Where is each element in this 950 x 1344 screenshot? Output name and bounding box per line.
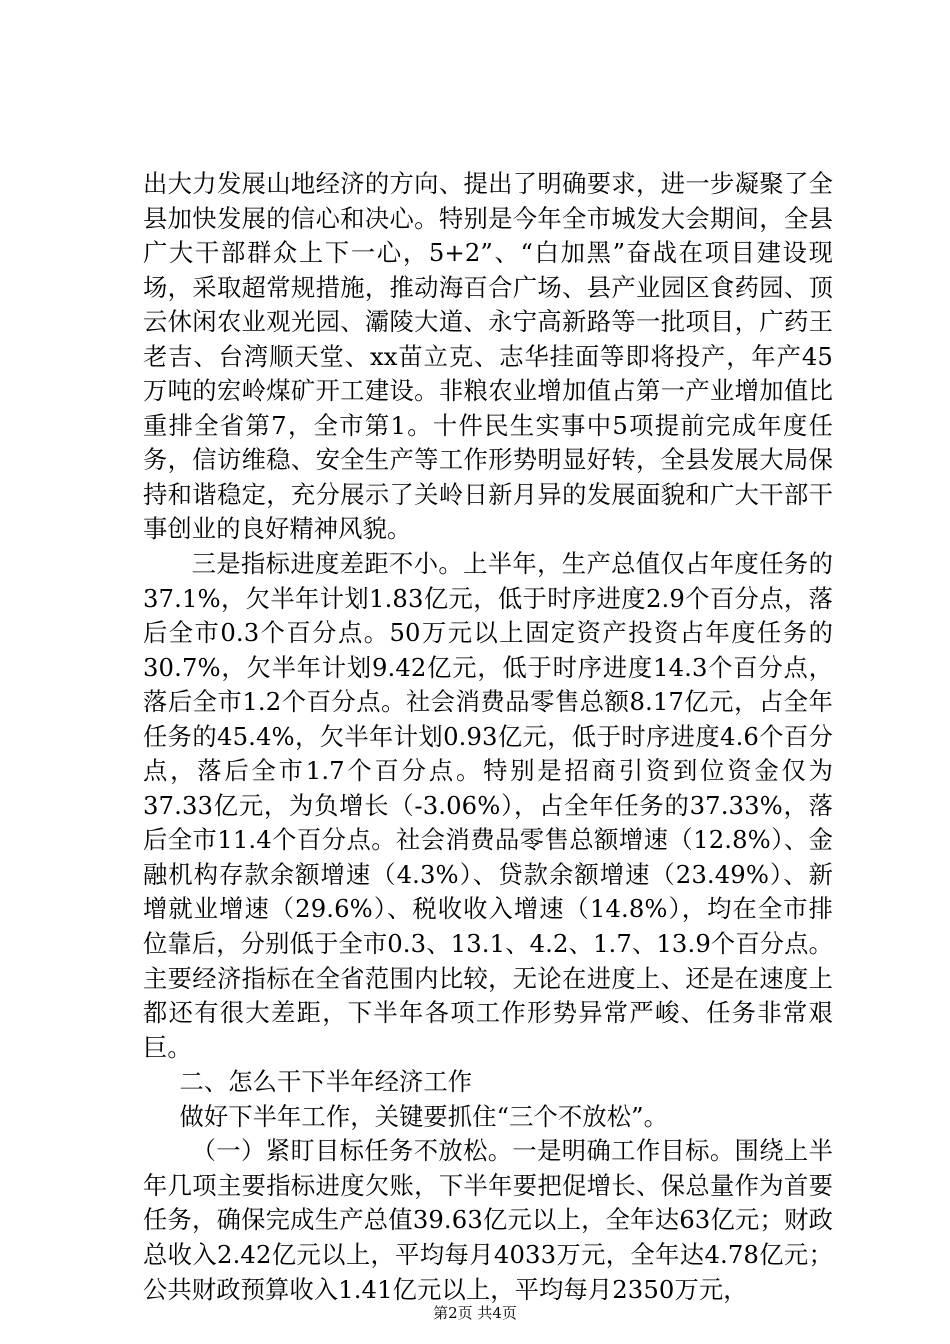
section-heading-2: 二、怎么干下半年经济工作	[179, 1067, 473, 1097]
paragraph-target-tasks: （一）紧盯目标任务不放松。一是明确工作目标。围绕上半年几项主要指标进度欠账，下半年要把促增长、保总量作为首要任务，确保完成生产总值39.63亿元以上，全年达63亿元；财政总收入2.42亿元以上，平均每月4033万元，全年达4.78亿元；公共财政预算收入1.41亿元以上，平均每月2350万元，	[143, 1136, 833, 1304]
page-footer: 第2页 共4页	[433, 1304, 517, 1322]
paragraph-continuation: 出大力发展山地经济的方向、提出了明确要求，进一步凝聚了全县加快发展的信心和决心。特别是今年全市城发大会期间，全县广大干部群众上下一心，5+2”、“白加黑”奋战在项目建设现场，采取超常规措施，推动海百合广场、县产业园区食药园、顶云休闲农业观光园、灞陵大道、永宁高新路等一批项目，广药王老吉、台湾顺天堂、xx苗立克、志华挂面等即将投产，年产45万吨的宏岭煤矿开工建设。非粮农业增加值占第一产业增加值比重排全省第7，全市第1。十件民生实事中5项提前完成年度任务，信访维稳、安全生产等工作形势明显好转，全县发展大局保持和谐稳定，充分展示了关岭日新月异的发展面貌和广大干部干事创业的良好精神风貌。	[143, 169, 833, 544]
paragraph-indicator-gap: 三是指标进度差距不小。上半年，生产总值仅占年度任务的37.1%，欠半年计划1.83亿元，低于时序进度2.9个百分点，落后全市0.3个百分点。50万元以上固定资产投资占年度任务的30.7%，欠半年计划9.42亿元，低于时序进度14.3个百分点，落后全市1.2个百分点。社会消费品零售总额8.17亿元，占全年任务的45.4%，欠半年计划0.93亿元，低于时序进度4.6个百分点，落后全市1.7个百分点。特别是招商引资到位资金仅为37.33亿元，为负增长（-3.06%），占全年任务的37.33%，落后全市11.4个百分点。社会消费品零售总额增速（12.8%）、金融机构存款余额增速（4.3%）、贷款余额增速（23.49%）、新增就业增速（29.6%）、税收收入增速（14.8%），均在全市排位靠后，分别低于全市0.3、13.1、4.2、1.7、13.9个百分点。主要经济指标在全省范围内比较，无论在进度上、还是在速度上都还有很大差距，下半年各项工作形势异常严峻、任务非常艰巨。	[143, 549, 833, 1062]
document-body	[143, 167, 833, 1307]
paragraph-intro: 做好下半年工作，关键要抓住“三个不放松”。	[179, 1101, 669, 1131]
